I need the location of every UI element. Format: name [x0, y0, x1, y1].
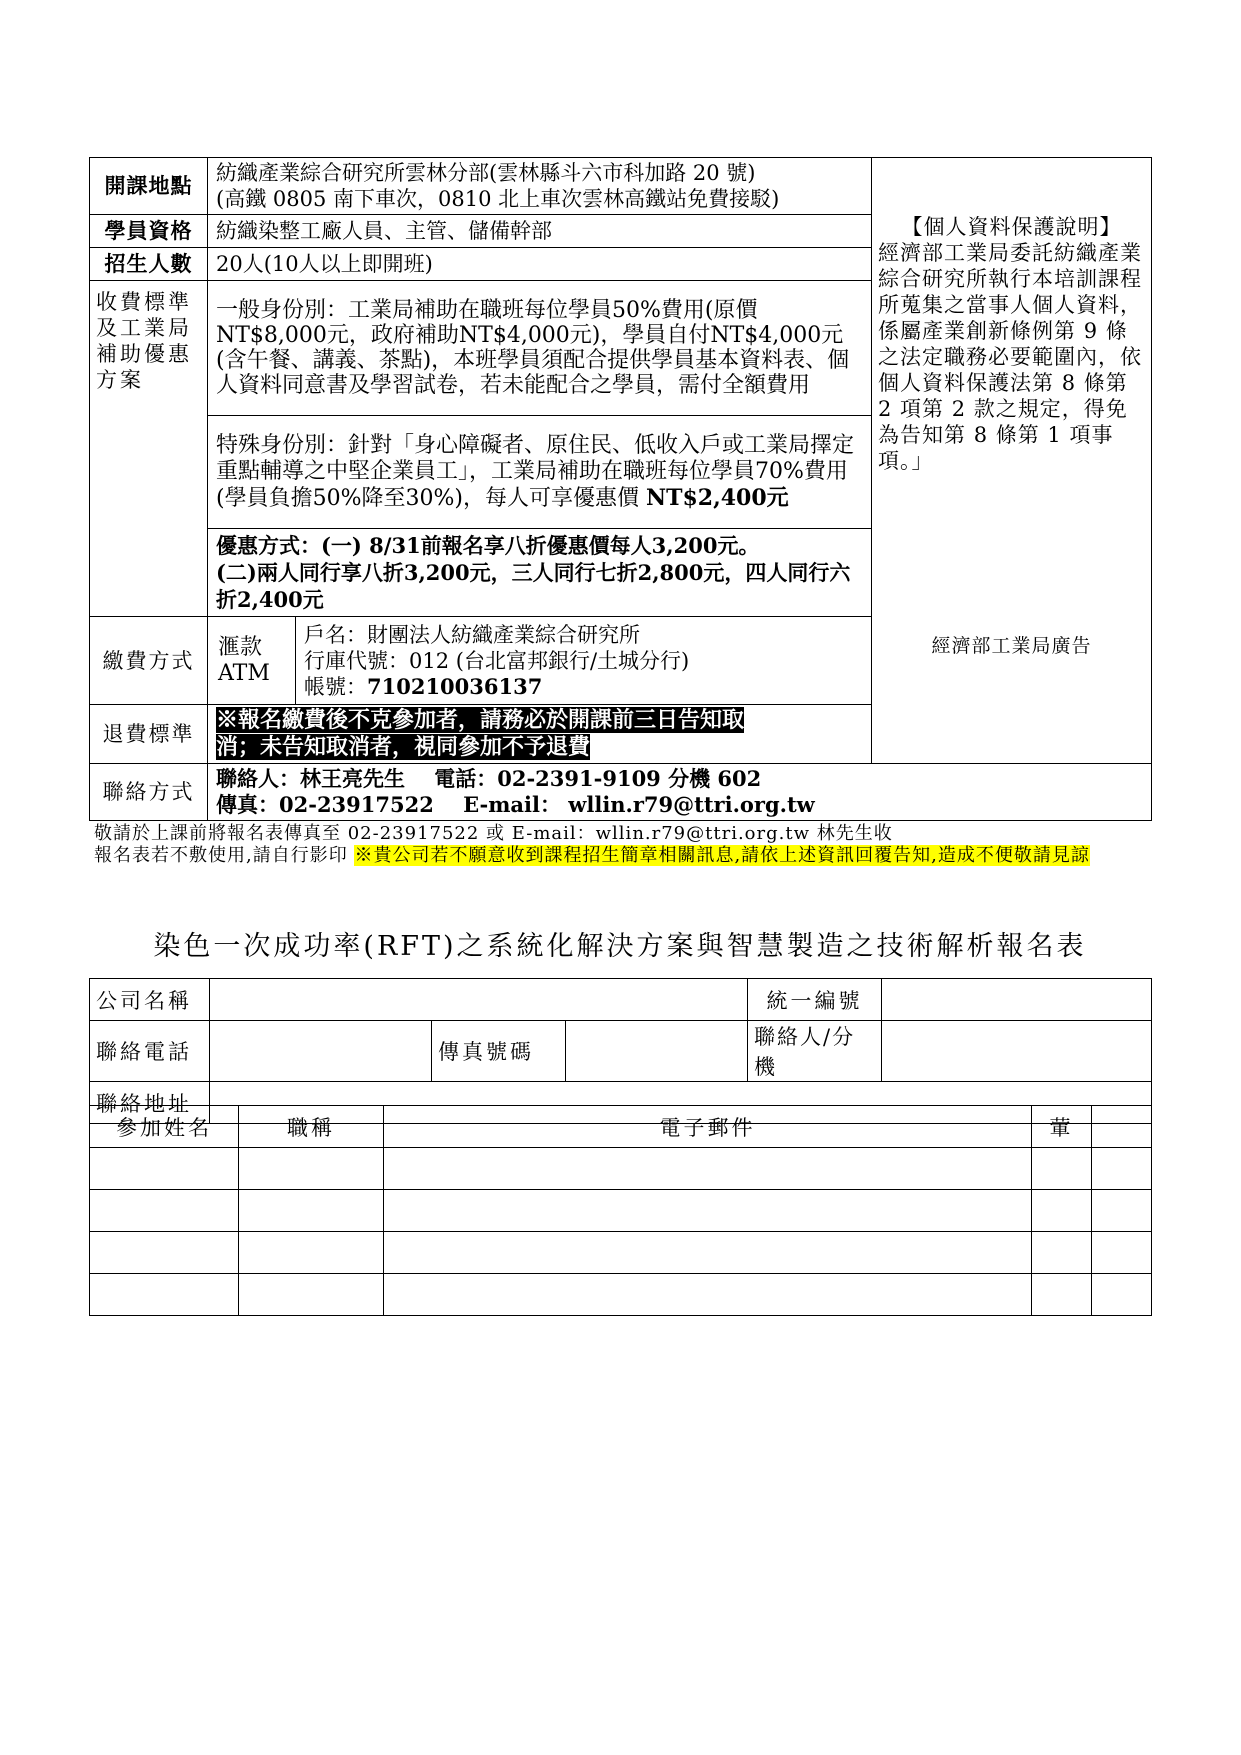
phone-field[interactable]	[210, 1021, 432, 1082]
bank-code: 行庫代號：012 (台北富邦銀行/土城分行)	[304, 648, 690, 673]
fee-discount: 優惠方式：(一) 8/31前報名享八折優惠價每人3,200元。 (二)兩人同行享八折3,200元，三人同行七折2,800元，四人同行六折2,400元	[208, 529, 872, 617]
participant-diet-extra-field[interactable]	[1092, 1232, 1152, 1274]
payment-method: 滙款ATM	[208, 617, 296, 705]
payment-label: 繳費方式	[90, 617, 208, 705]
participant-title-field[interactable]	[239, 1190, 384, 1232]
contact-ext-label: 聯絡人/分機	[748, 1021, 882, 1082]
phone-label: 聯絡電話	[90, 1021, 210, 1082]
company-name-field[interactable]	[210, 979, 748, 1021]
privacy-body: 經濟部工業局委託紡織產業綜合研究所執行本培訓課程所蒐集之當事人個人資料，係屬產業創新條例第 9 條之法定職務必要範圍內，依個人資料保護法第 8 條第 2 項第 2 款之規定，得免為告知第 8 條第 1 項事項。」	[878, 241, 1143, 473]
refund-policy: ※報名繳費後不克參加者，請務必於開課前三日告知取 消；未告知取消者，視同參加不予退費	[208, 705, 872, 764]
registration-company-table	[89, 978, 1152, 1124]
participant-name-field[interactable]	[90, 1190, 239, 1232]
table-row	[90, 1190, 1152, 1232]
participant-title-field[interactable]	[239, 1232, 384, 1274]
participant-diet-header: 葷	[1032, 1106, 1092, 1148]
privacy-notice	[872, 158, 1152, 764]
participant-email-field[interactable]	[384, 1274, 1032, 1316]
submission-notes	[94, 823, 1164, 867]
table-row	[90, 1232, 1152, 1274]
sponsor-label: 經濟部工業局廣告	[931, 635, 1092, 657]
participant-name-field[interactable]	[90, 1148, 239, 1190]
location-label: 開課地點	[90, 158, 208, 215]
fee-general: 一般身份別：工業局補助在職班每位學員50%費用(原價NT$8,000元，政府補助NT$4,000元)，學員自付NT$4,000元(含午餐、講義、茶點)，本班學員須配合提供學員基本資料表、個人資料同意書及學習試卷，若未能配合之學員，需付全額費用	[208, 281, 872, 416]
contact-details: 聯絡人：林王亮先生 電話：02-2391-9109 分機 602 傳真：02-23917522 E-mail： wllin.r79@ttri.org.tw	[208, 764, 1152, 821]
privacy-title: 【個人資料保護說明】	[901, 215, 1122, 239]
qualification-value: 紡織染整工廠人員、主管、儲備幹部	[208, 215, 872, 248]
location-value: 紡織產業綜合研究所雲林分部(雲林縣斗六市科加路 20 號) (高鐵 0805 南下車次，0810 北上車次雲林高鐵站免費接駁)	[208, 158, 872, 215]
participant-email-field[interactable]	[384, 1232, 1032, 1274]
table-row	[90, 1148, 1152, 1190]
fee-special: 特殊身份別：針對「身心障礙者、原住民、低收入戶或工業局擇定重點輔導之中堅企業員工」，工業局補助在職班每位學員70%費用(學員負擔50%降至30%)，每人可享優惠價 NT$2,400元	[208, 416, 872, 529]
participant-diet-field[interactable]	[1032, 1190, 1092, 1232]
participant-diet-extra-field[interactable]	[1092, 1190, 1152, 1232]
refund-label: 退費標準	[90, 705, 208, 764]
submission-instruction: 敬請於上課前將報名表傳真至 02-23917522 或 E-mail：wllin.r79@ttri.org.tw 林先生收	[94, 823, 893, 844]
participant-diet-extra-field[interactable]	[1092, 1274, 1152, 1316]
participant-email-field[interactable]	[384, 1148, 1032, 1190]
participant-diet-extra-field[interactable]	[1092, 1148, 1152, 1190]
participant-name-field[interactable]	[90, 1274, 239, 1316]
payment-details	[296, 617, 872, 705]
fax-field[interactable]	[566, 1021, 748, 1082]
participant-email-header: 電子郵件	[384, 1106, 1032, 1148]
qualification-label: 學員資格	[90, 215, 208, 248]
participant-name-field[interactable]	[90, 1232, 239, 1274]
participant-diet-field[interactable]	[1032, 1148, 1092, 1190]
enrollment-value: 20人(10人以上即開班)	[208, 248, 872, 281]
enrollment-label: 招生人數	[90, 248, 208, 281]
table-row	[90, 1274, 1152, 1316]
participant-email-field[interactable]	[384, 1190, 1032, 1232]
participant-title-header: 職稱	[239, 1106, 384, 1148]
participant-diet-field[interactable]	[1032, 1274, 1092, 1316]
contact-ext-field[interactable]	[882, 1021, 1152, 1082]
fax-label: 傳真號碼	[432, 1021, 566, 1082]
participant-diet-extra-header	[1092, 1106, 1152, 1148]
account-name: 戶名：財團法人紡織產業綜合研究所	[304, 622, 640, 647]
fee-label: 收費標準及工業局補助優惠方案	[90, 281, 208, 617]
participant-diet-field[interactable]	[1032, 1232, 1092, 1274]
participant-name-header: 參加姓名	[90, 1106, 239, 1148]
form-title: 染色一次成功率(RFT)之系統化解決方案與智慧製造之技術解析報名表	[153, 931, 1087, 962]
account-number: 帳號：710210036137	[304, 673, 543, 699]
participant-title-field[interactable]	[239, 1274, 384, 1316]
participant-title-field[interactable]	[239, 1148, 384, 1190]
participants-table	[89, 1105, 1152, 1316]
tax-id-label: 統一編號	[748, 979, 882, 1021]
tax-id-field[interactable]	[882, 979, 1152, 1021]
contact-label: 聯絡方式	[90, 764, 208, 821]
address-label: 聯絡地址	[90, 1082, 210, 1124]
copy-notice: 報名表若不敷使用,請自行影印 ※貴公司若不願意收到課程招生簡章相關訊息,請依上述資訊回覆告知,造成不便敬請見諒	[94, 845, 1090, 866]
special-price: NT$2,400元	[645, 484, 789, 511]
company-name-label: 公司名稱	[90, 979, 210, 1021]
unsubscribe-notice: ※貴公司若不願意收到課程招生簡章相關訊息,請依上述資訊回覆告知,造成不便敬請見諒	[354, 845, 1090, 866]
course-info-table	[89, 157, 1152, 821]
